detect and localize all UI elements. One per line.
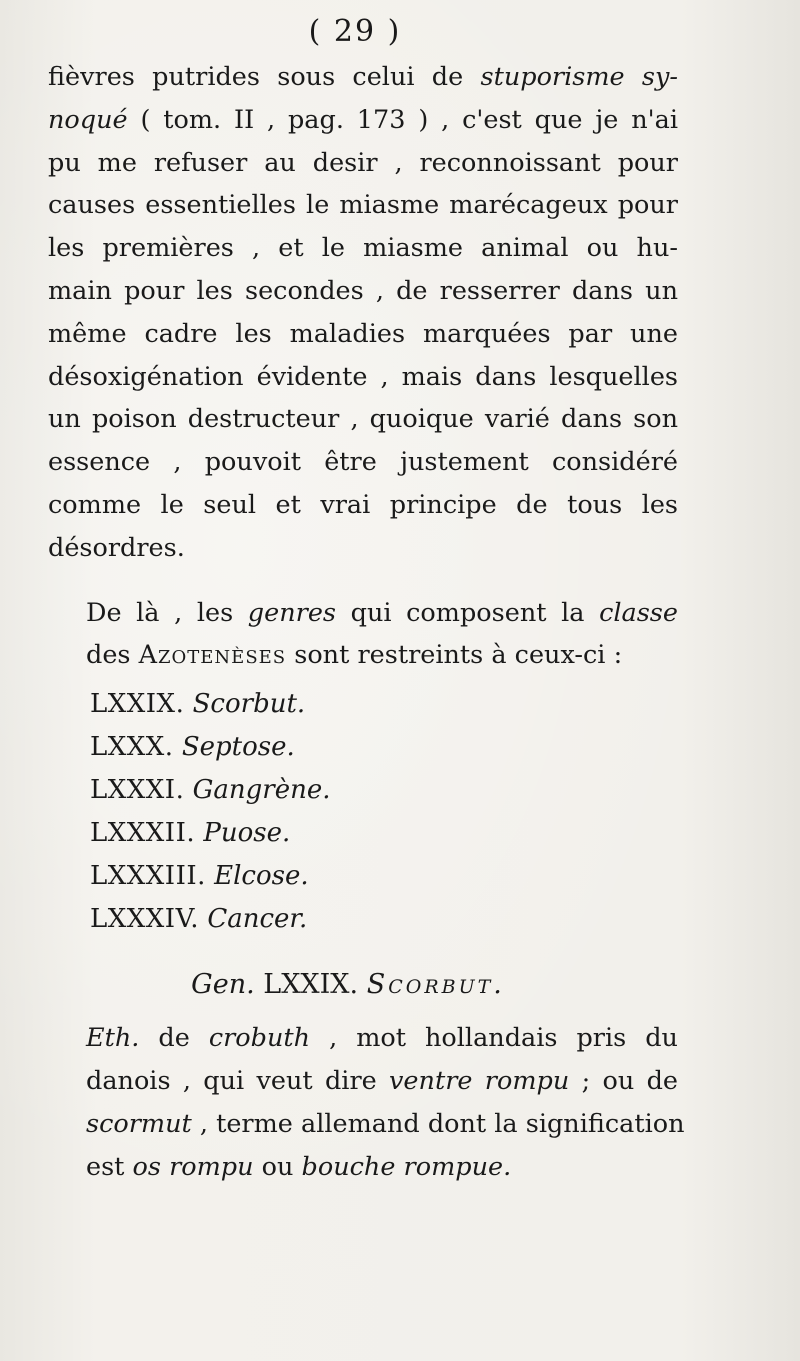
section-heading bbox=[48, 961, 678, 1009]
text-line: est os rompu ou bouche rompue. bbox=[86, 1151, 512, 1182]
text-line: main pour les secondes , de resserrer dans un bbox=[48, 275, 678, 306]
text-line: pu me refuser au desir , reconnoissant pour bbox=[48, 147, 678, 178]
text-line: comme le seul et vrai principe de tous les bbox=[48, 489, 678, 520]
heading-name: Scorbut. bbox=[366, 969, 505, 1001]
text-line: même cadre les maladies marquées par une bbox=[48, 318, 678, 349]
text-line: fièvres putrides sous celui de stuporisme sy- bbox=[48, 62, 678, 92]
text-line: noqué ( tom. II , pag. 173 ) , c'est que je n'ai bbox=[48, 104, 678, 135]
text-line: les premières , et le miasme animal ou hu- bbox=[48, 233, 678, 264]
genre-item: LXXXI. Gangrène. bbox=[90, 775, 331, 806]
text-line: De là , les genres qui composent la classe bbox=[86, 597, 678, 628]
paragraph-etymology bbox=[48, 1017, 685, 1188]
text-line: causes essentielles le miasme marécageux pour bbox=[48, 190, 678, 221]
text-body bbox=[48, 56, 685, 1188]
genre-item: LXXXIII. Elcose. bbox=[90, 861, 309, 892]
genre-item: LXXXIV. Cancer. bbox=[90, 904, 308, 935]
text-line: désordres. bbox=[48, 532, 185, 563]
paragraph-intro bbox=[48, 56, 678, 570]
text-line: danois , qui veut dire ventre rompu ; ou de bbox=[86, 1065, 678, 1096]
text-line: un poison destructeur , quoique varié dans son bbox=[48, 404, 678, 435]
page-number: ( 29 ) bbox=[308, 14, 402, 49]
paragraph-genres-intro bbox=[48, 592, 678, 678]
genre-item: LXXIX. Scorbut. bbox=[90, 689, 306, 720]
text-line: essence , pouvoit être justement considéré bbox=[48, 447, 678, 478]
genre-list bbox=[90, 683, 678, 941]
text-line: des Azotenèses sont restreints à ceux-ci : bbox=[86, 640, 623, 671]
genre-item: LXXXII. Puose. bbox=[90, 818, 291, 849]
heading-gen: Gen. bbox=[191, 969, 255, 1001]
text-line: désoxigénation évidente , mais dans lesquelles bbox=[48, 361, 678, 392]
text-line: scormut , terme allemand dont la signification bbox=[86, 1108, 685, 1139]
heading-number: LXXIX. bbox=[263, 969, 359, 1001]
text-line: Eth. de crobuth , mot hollandais pris du bbox=[86, 1023, 678, 1054]
genre-item: LXXX. Septose. bbox=[90, 732, 295, 763]
